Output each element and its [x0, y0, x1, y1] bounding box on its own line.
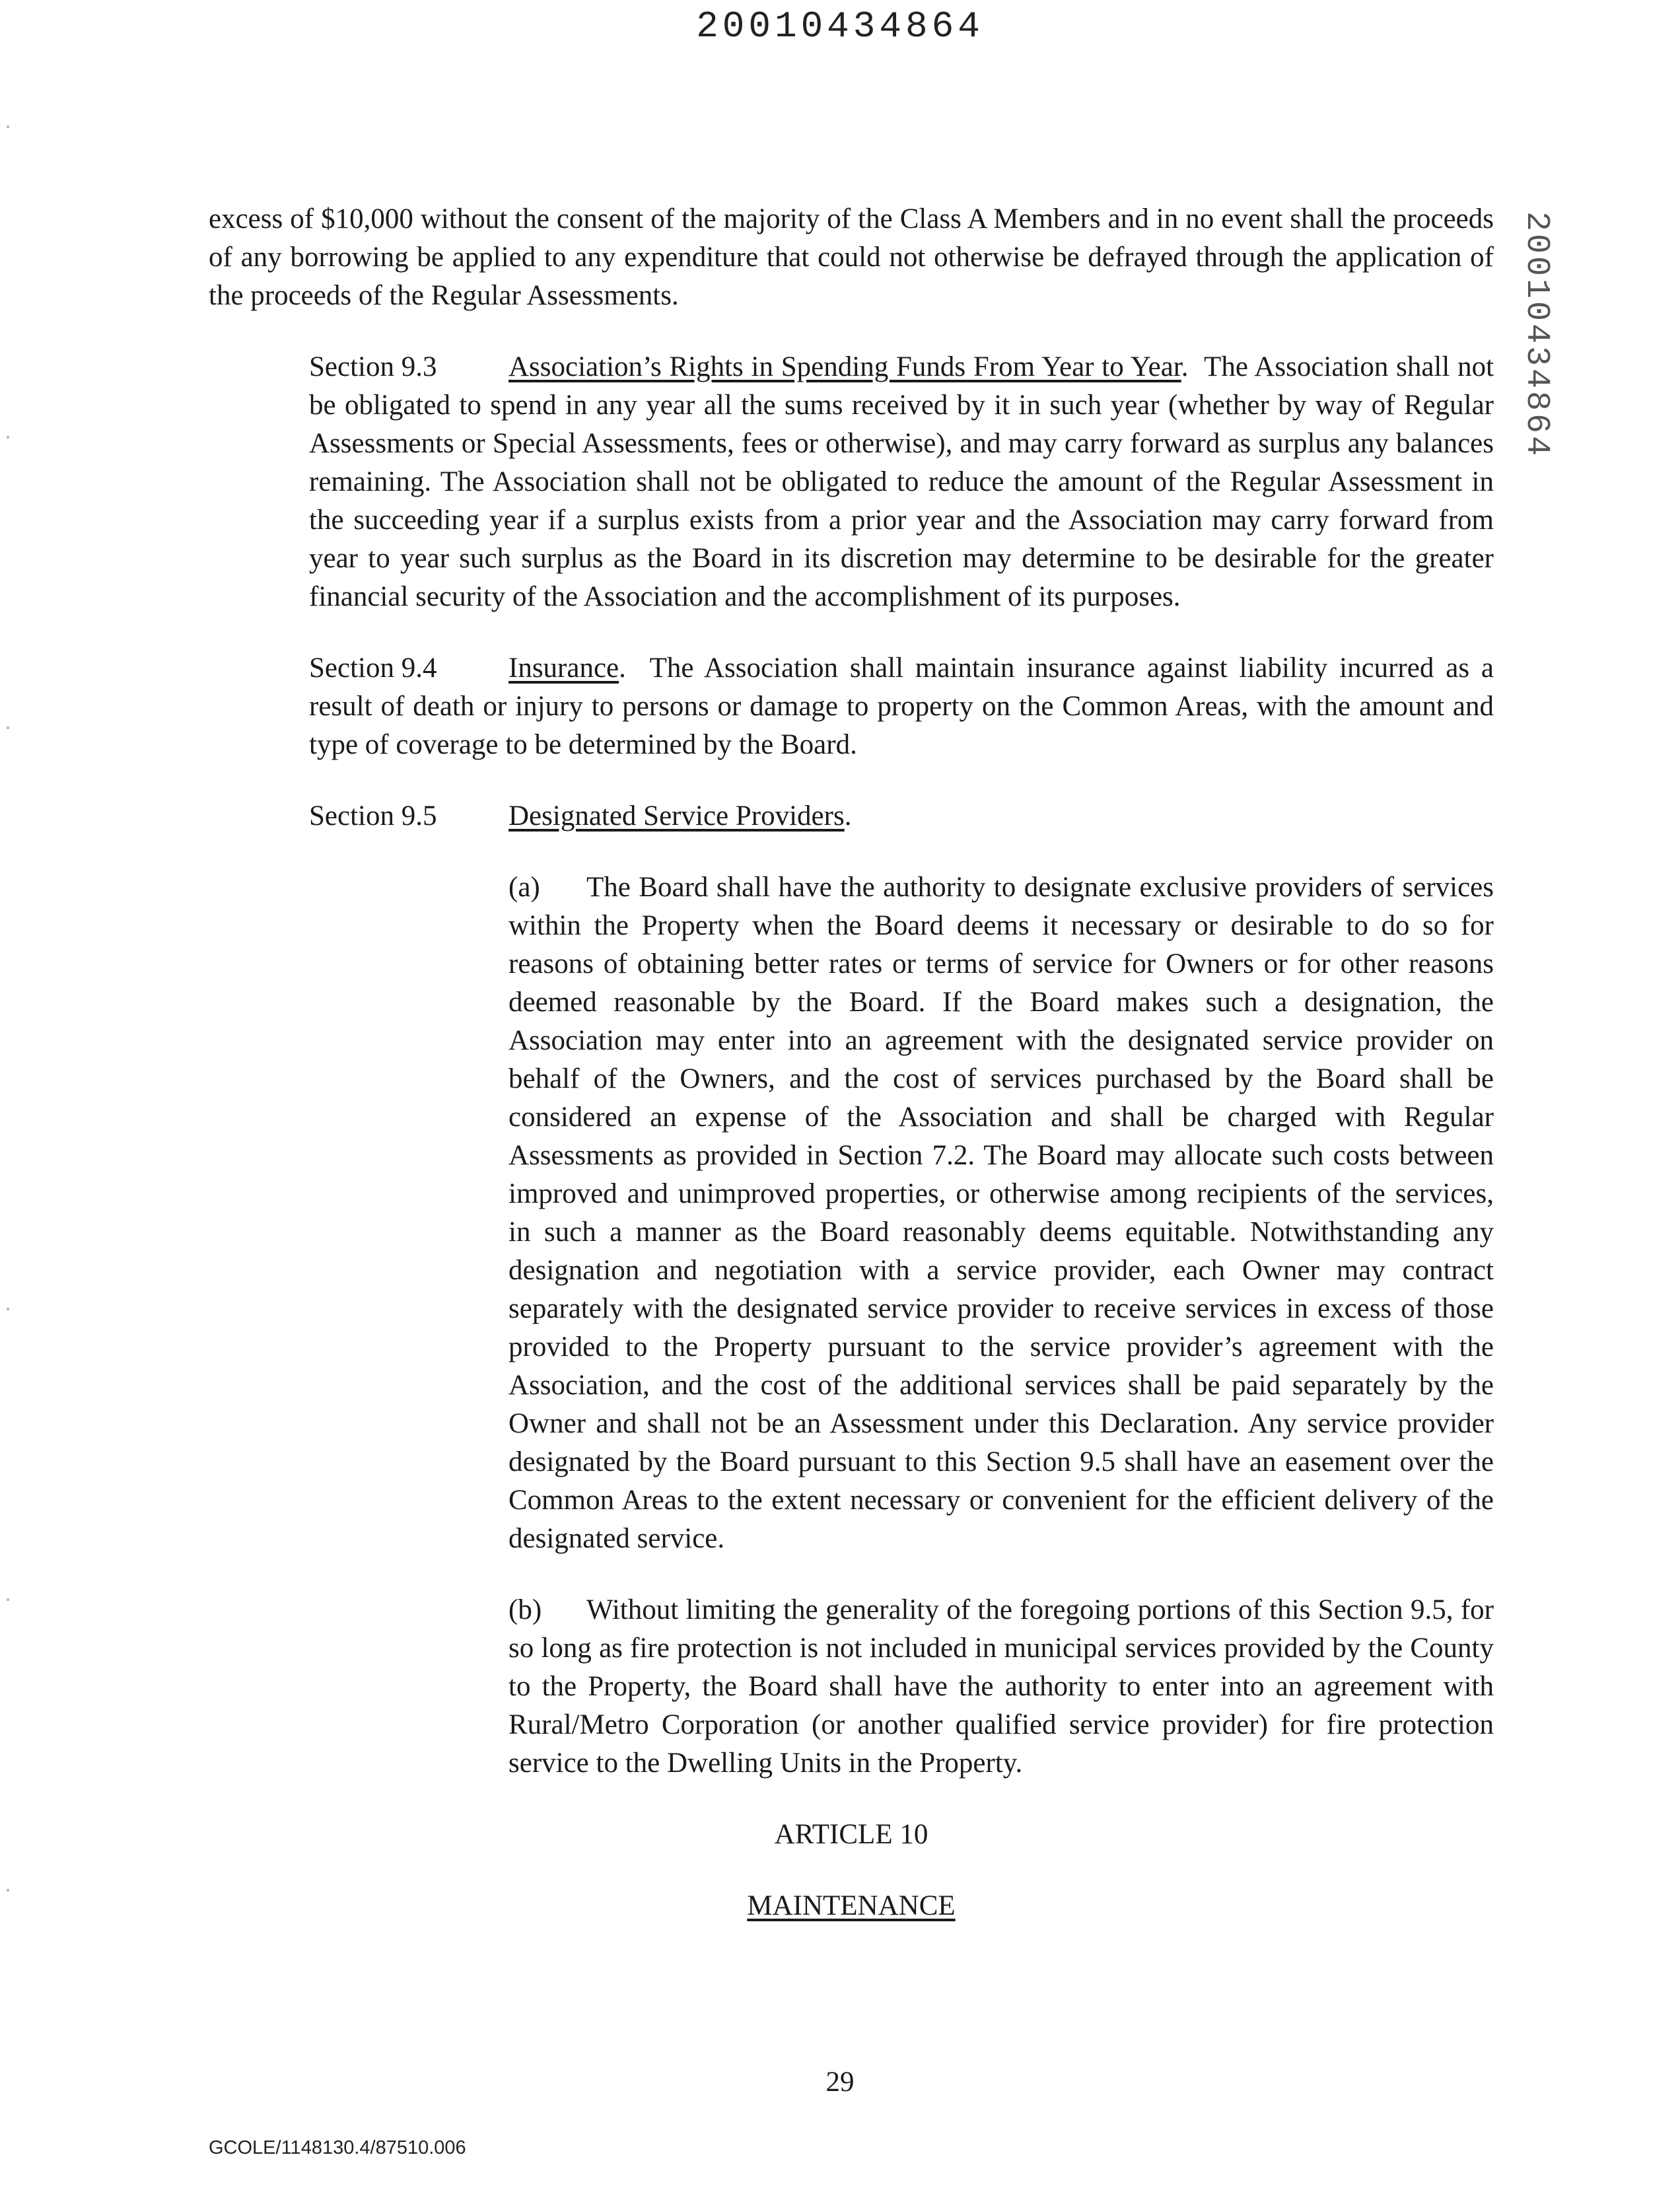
section-text: The Association shall maintain insurance against liability incurred as a result of death or injury to persons or damage to property on the Common Areas, with the amount and type of coverage to be determined by the Board.	[309, 653, 1494, 760]
section-text: The Association shall not be obligated to spend in any year all the sums received by it in such year (whether by way of Regular Assessments or Special Assessments, fees or otherwise), and may carry forward as surplus any balances remaining. The Association shall not be obligated to reduce the amount of the Regular Assessment in the succeeding year if a surplus exists from a prior year and the Association may carry forward from year to year such surplus as the Board in its discretion may determine to be desirable for the greater financial security of the Association and the accomplishment of its purposes.	[309, 351, 1494, 612]
scan-margin-marks	[7, 106, 12, 1955]
document-id: GCOLE/1148130.4/87510.006	[209, 2137, 466, 2158]
section-number: Section 9.4	[309, 653, 437, 684]
section-title: Insurance	[508, 653, 619, 684]
section-9-4: Section 9.4 Insurance. The Association shall maintain insurance against liability incurred as a result of death or injury to persons or damage to property on the Common Areas, with the amount and type of coverage to be determined by the Board.	[209, 649, 1494, 764]
article-title-text: MAINTENANCE	[747, 1890, 956, 1921]
document-body	[209, 200, 1494, 1925]
side-recording-stamp: 20010434864	[1518, 211, 1555, 459]
subsection-text: Without limiting the generality of the foregoing portions of this Section 9.5, for so long as fire protection is not included in municipal services provided by the County to the Property, the Board shall have the authority to enter into an agreement with Rural/Metro Corporation (or another qualified service provider) for fire protection service to the Dwelling Units in the Property.	[508, 1594, 1494, 1779]
article-number: ARTICLE 10	[774, 1819, 928, 1850]
section-title: Designated Service Providers	[508, 800, 845, 832]
section-9-5-b	[309, 1591, 1494, 1783]
section-number: Section 9.3	[309, 351, 437, 382]
page-number: 29	[825, 2067, 855, 2098]
article-title	[209, 1887, 1494, 1925]
subsection-label: (a)	[508, 872, 540, 903]
section-number: Section 9.5	[309, 800, 437, 832]
section-9-3: Section 9.3 Association’s Rights in Spending Funds From Year to Year. The Association shall not be obligated to spend in any year all the sums received by it in such year (whether by way of Regular Assessments or Special Assessments, fees or otherwise), and may carry forward as surplus any balances remaining. The Association shall not be obligated to reduce the amount of the Regular Assessment in the succeeding year if a surplus exists from a prior year and the Association may carry forward from year to year such surplus as the Board in its discretion may determine to be desirable for the greater financial security of the Association and the accomplishment of its purposes.	[209, 348, 1494, 616]
subsection-label: (b)	[508, 1594, 542, 1625]
section-9-5-a	[309, 869, 1494, 1558]
recording-number: 20010434864	[696, 5, 984, 48]
continuation-paragraph: excess of $10,000 without the consent of the majority of the Class A Members and in no event shall the proceeds of any borrowing be applied to any expenditure that could not otherwise be defrayed through the application of the proceeds of the Regular Assessments.	[209, 203, 1494, 311]
section-title: Association’s Rights in Spending Funds From Year to Year	[508, 351, 1181, 382]
subsection-text: The Board shall have the authority to designate exclusive providers of services within the Property when the Board deems it necessary or desirable to do so for reasons of obtaining better rates or terms of service for Owners or for other reasons deemed reasonable by the Board. If the Board makes such a designation, the Association may enter into an agreement with the designated service provider on behalf of the Owners, and the cost of services purchased by the Board shall be considered an expense of the Association and shall be charged with Regular Assessments as provided in Section 7.2. The Board may allocate such costs between improved and unimproved properties, or otherwise among recipients of the services, in such a manner as the Board reasonably deems equitable. Notwithstanding any designation and negotiation with a service provider, each Owner may contract separately with the designated service provider to receive services in excess of those provided to the Property pursuant to the service provider’s agreement with the Association, and the cost of the additional services shall be paid separately by the Owner and shall not be an Assessment under this Declaration. Any service provider designated by the Board pursuant to this Section 9.5 shall have an easement over the Common Areas to the extent necessary or convenient for the efficient delivery of the designated service.	[508, 872, 1494, 1554]
section-9-5-heading: Section 9.5 Designated Service Providers.	[209, 797, 1494, 835]
